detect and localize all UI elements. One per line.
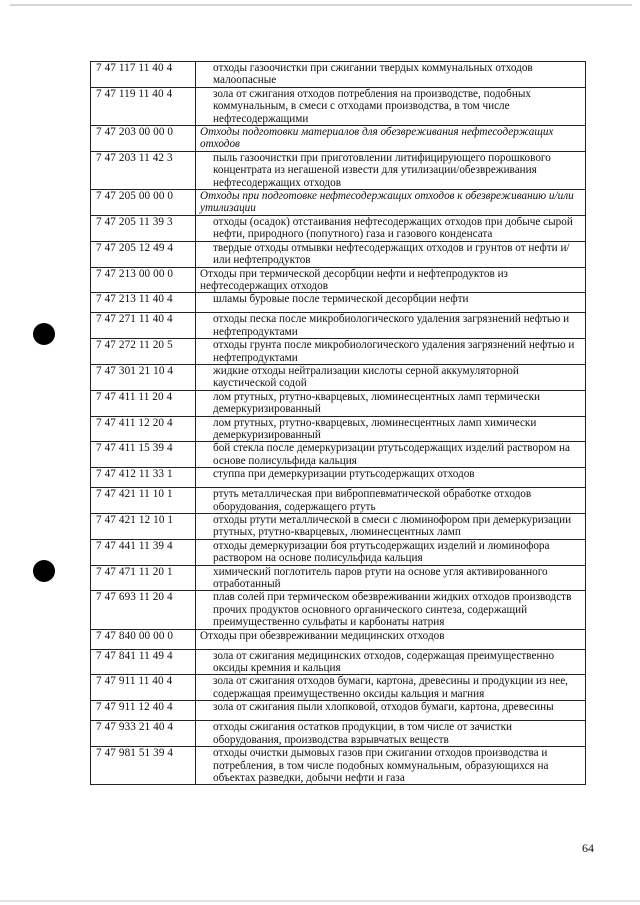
name-cell: химический поглотитель паров ртути на основе угля активированного отработанный — [196, 565, 586, 591]
code-cell: 7 47 421 11 10 1 — [91, 488, 196, 514]
name-cell: лом ртутных, ртутно-кварцевых, люминесцентных ламп химически демеркуризированный — [196, 416, 586, 442]
name-cell: Отходы при подготовке нефтесодержащих отходов к обезвреживанию и/или утилизации — [196, 190, 586, 216]
name-cell: отходы сжигания остатков продукции, в том числе от зачистки оборудования, производства взрывчатых веществ — [196, 721, 586, 747]
name-cell: Отходы при термической десорбции нефти и нефтепродуктов из нефтесодержащих отходов — [196, 267, 586, 293]
name-cell: Отходы при обезвреживании медицинских отходов — [196, 629, 586, 649]
table-row — [91, 293, 586, 313]
name-cell: отходы демеркуризации боя ртутьсодержащих изделий и люминофора раствором на основе полисульфида кальция — [196, 539, 586, 565]
page-number: 64 — [582, 841, 594, 855]
table-row — [91, 565, 586, 591]
table-row — [91, 488, 586, 514]
table-row — [91, 339, 586, 365]
table-row — [91, 390, 586, 416]
table-row — [91, 416, 586, 442]
table-row — [91, 468, 586, 488]
table-row — [91, 215, 586, 241]
table-row — [91, 721, 586, 747]
scan-top-edge — [10, 4, 632, 6]
code-cell: 7 47 981 51 39 4 — [91, 747, 196, 785]
code-cell: 7 47 840 00 00 0 — [91, 629, 196, 649]
code-cell: 7 47 911 12 40 4 — [91, 701, 196, 721]
name-cell: плав солей при термическом обезвреживании жидких отходов производств прочих продуктов основного органического синтеза, содержащий преимущественно сульфаты и карбонаты натрия — [196, 591, 586, 629]
name-cell: Отходы подготовки материалов для обезвреживания нефтесодержащих отходов — [196, 126, 586, 152]
code-cell: 7 47 203 00 00 0 — [91, 126, 196, 152]
name-cell: жидкие отходы нейтрализации кислоты серной аккумуляторной каустической содой — [196, 364, 586, 390]
code-cell: 7 47 271 11 40 4 — [91, 313, 196, 339]
table-row — [91, 87, 586, 125]
code-cell: 7 47 119 11 40 4 — [91, 87, 196, 125]
name-cell: отходы очистки дымовых газов при сжигании отходов производства и потребления, в том числе подобных коммунальным, образующихся на объектах разведки, добычи нефти и газа — [196, 747, 586, 785]
code-cell: 7 47 693 11 20 4 — [91, 591, 196, 629]
code-cell: 7 47 421 12 10 1 — [91, 514, 196, 540]
code-cell: 7 47 117 11 40 4 — [91, 62, 196, 88]
scan-bottom-edge — [0, 900, 640, 902]
table-row — [91, 190, 586, 216]
code-cell: 7 47 205 00 00 0 — [91, 190, 196, 216]
code-cell: 7 47 933 21 40 4 — [91, 721, 196, 747]
code-cell: 7 47 911 11 40 4 — [91, 675, 196, 701]
table-row — [91, 364, 586, 390]
table-row — [91, 701, 586, 721]
table-row — [91, 313, 586, 339]
code-cell: 7 47 412 11 33 1 — [91, 468, 196, 488]
name-cell: зола от сжигания медицинских отходов, содержащая преимущественно оксиды кремния и кальция — [196, 649, 586, 675]
name-cell: шламы буровые после термической десорбции нефти — [196, 293, 586, 313]
name-cell: твердые отходы отмывки нефтесодержащих отходов и грунтов от нефти и/или нефтепродуктов — [196, 241, 586, 267]
table-row — [91, 747, 586, 785]
table-row — [91, 241, 586, 267]
table-row — [91, 649, 586, 675]
code-cell: 7 47 205 12 49 4 — [91, 241, 196, 267]
name-cell: бой стекла после демеркуризации ртутьсодержащих изделий раствором на основе полисульфида кальция — [196, 442, 586, 468]
table-row — [91, 629, 586, 649]
name-cell: отходы грунта после микробиологического удаления загрязнений нефтью и нефтепродуктами — [196, 339, 586, 365]
table-row — [91, 539, 586, 565]
name-cell: зола от сжигания отходов бумаги, картона, древесины и продукции из нее, содержащая преимущественно оксиды кальция и магния — [196, 675, 586, 701]
code-cell: 7 47 411 12 20 4 — [91, 416, 196, 442]
table-row — [91, 151, 586, 189]
code-cell: 7 47 411 11 20 4 — [91, 390, 196, 416]
code-cell: 7 47 205 11 39 3 — [91, 215, 196, 241]
code-cell: 7 47 441 11 39 4 — [91, 539, 196, 565]
waste-code-table — [90, 61, 586, 785]
name-cell: ртуть металлическая при виброппевматической обработке отходов оборудования, содержащего ртуть — [196, 488, 586, 514]
table-row — [91, 126, 586, 152]
code-cell: 7 47 213 00 00 0 — [91, 267, 196, 293]
code-cell: 7 47 841 11 49 4 — [91, 649, 196, 675]
name-cell: ступпа при демеркуризации ртутьсодержащих отходов — [196, 468, 586, 488]
name-cell: отходы (осадок) отстаивания нефтесодержащих отходов при добыче сырой нефти, природного (попутного) газа и газового конденсата — [196, 215, 586, 241]
punch-hole — [33, 560, 55, 582]
punch-hole — [33, 323, 55, 345]
table-row — [91, 62, 586, 88]
name-cell: отходы ртути металлической в смеси с люминофором при демеркуризации ртутных, ртутно-кварцевых, люминесцентных ламп — [196, 514, 586, 540]
name-cell: зола от сжигания пыли хлопковой, отходов бумаги, картона, древесины — [196, 701, 586, 721]
name-cell: отходы газоочистки при сжигании твердых коммунальных отходов малоопасные — [196, 62, 586, 88]
table-row — [91, 591, 586, 629]
table-row — [91, 675, 586, 701]
name-cell: пыль газоочистки при приготовлении литифицирующего порошкового концентрата из негашеной извести для утилизации/обезвреживания нефтесодержащих отходов — [196, 151, 586, 189]
code-cell: 7 47 203 11 42 3 — [91, 151, 196, 189]
code-cell: 7 47 213 11 40 4 — [91, 293, 196, 313]
table-row — [91, 442, 586, 468]
code-cell: 7 47 471 11 20 1 — [91, 565, 196, 591]
table-row — [91, 514, 586, 540]
name-cell: зола от сжигания отходов потребления на производстве, подобных коммунальным, в смеси с отходами производства, в том числе нефтесодержащими — [196, 87, 586, 125]
name-cell: отходы песка после микробиологического удаления загрязнений нефтью и нефтепродуктами — [196, 313, 586, 339]
code-cell: 7 47 411 15 39 4 — [91, 442, 196, 468]
table-row — [91, 267, 586, 293]
code-cell: 7 47 301 21 10 4 — [91, 364, 196, 390]
name-cell: лом ртутных, ртутно-кварцевых, люминесцентных ламп термически демеркуризированный — [196, 390, 586, 416]
code-cell: 7 47 272 11 20 5 — [91, 339, 196, 365]
